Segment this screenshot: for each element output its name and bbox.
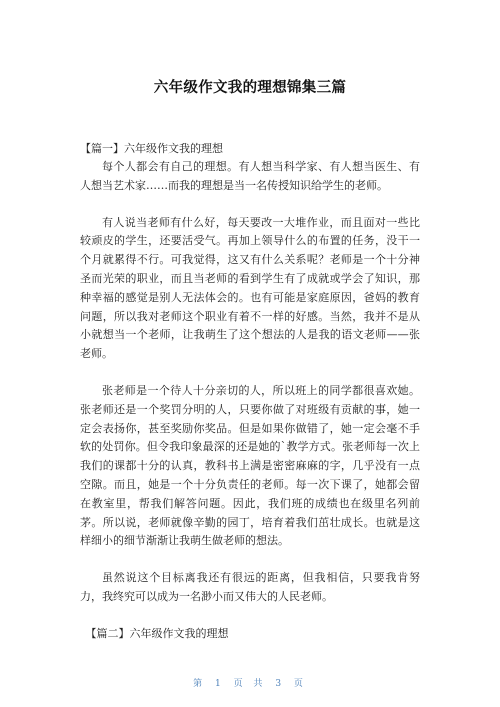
footer-label-page: 第 [193, 679, 207, 689]
footer-label-end: 页 [293, 679, 307, 689]
page-footer [0, 676, 500, 689]
section-heading-2: 【篇二】六年级作文我的理想 [85, 626, 229, 640]
paragraph-3: 张老师是一个待人十分亲切的人，所以班上的同学都很喜欢她。张老师还是一个奖罚分明的人，只要你做了对班级有贡献的事，她一定会表扬你，甚至奖励你奖品。但是如果你做错了，她一定会毫不手软的处罚你。但令我印象最深的还是她的`教学方式。张老师每一次上我们的课都十分的认真，教科书上满是密密麻麻的字，几乎没有一点空隙。而且，她是一个十分负责任的老师。每一次下课了，她都会留在教室里，帮我们解答问题。因此，我们班的成绩也在级里名列前茅。所以说，老师就像辛勤的园丁，培育着我们茁壮成长。也就是这样细小的细节渐渐让我萌生做老师的想法。 [80, 383, 420, 548]
document-body [80, 140, 420, 643]
document-title: 六年级作文我的理想锦集三篇 [153, 80, 347, 96]
section-heading-1: 【篇一】六年级作文我的理想 [80, 142, 223, 155]
footer-current-page: 1 [214, 679, 225, 689]
paragraph-2: 有人说当老师有什么好，每天要改一大堆作业，而且面对一些比较顽皮的学生，还要活受气。再加上领导什么的布置的任务，没干一个月就累得不行。可我觉得，这又有什么关系呢？老师是一个十分神圣而光荣的职业，而且当老师的看到学生有了成就或学会了知识，那种幸福的感觉是别人无法体会的。也有可能是家庭原因，爸妈的教育问题，所以我对老师这个职业有着不一样的好感。当然，我并不是从小就想当一个老师，让我萌生了这个想法的人是我的语文老师——张老师。 [80, 215, 420, 361]
paragraph-4: 虽然说这个目标离我还有很远的距离，但我相信，只要我肯努力，我终究可以成为一名渺小而又伟大的人民老师。 [80, 571, 420, 603]
paragraph-1: 每个人都会有自己的理想。有人想当科学家、有人想当医生、有人想当艺术家……而我的理想是当一名传授知识给学生的老师。 [80, 160, 420, 192]
footer-label-of: 页 共 [233, 679, 267, 689]
footer-total-pages: 3 [275, 679, 286, 689]
